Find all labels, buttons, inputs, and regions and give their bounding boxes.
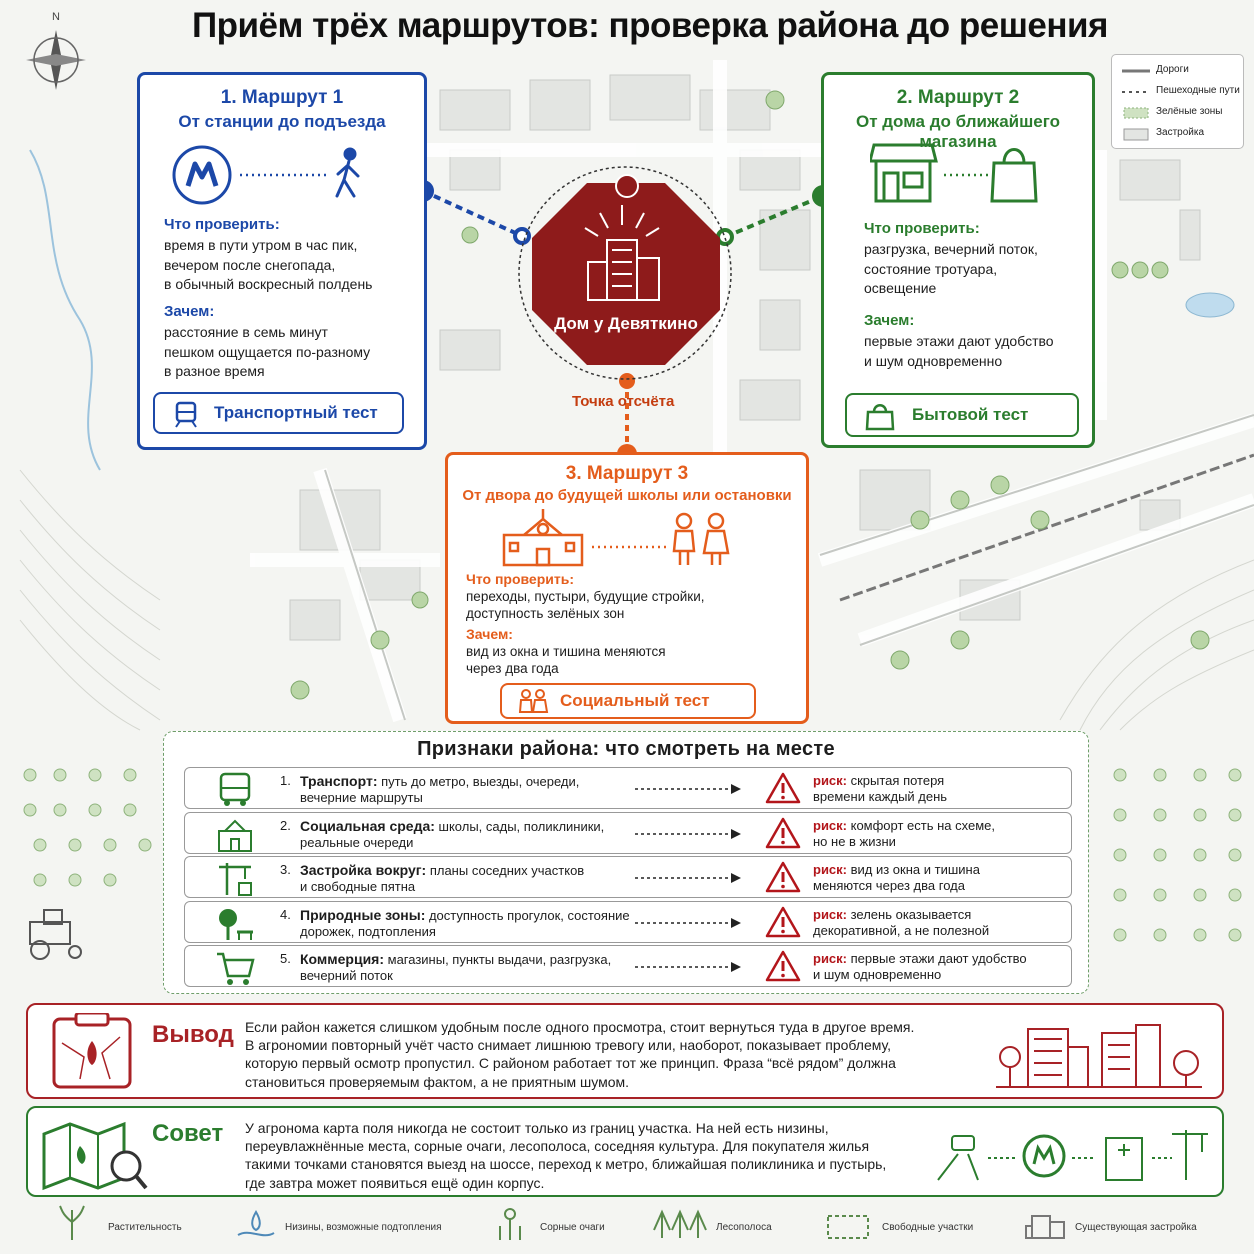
legend-weeds: Сорные очаги — [540, 1222, 605, 1233]
dashed-arrow — [635, 870, 745, 886]
route2-why-text: первые этажи дают удобство и шум одновременно — [864, 333, 1054, 369]
route3-card — [445, 452, 809, 724]
route3-subtitle: От двора до будущей школы или остановки — [462, 487, 792, 504]
children-icon — [674, 514, 728, 565]
cart-icon — [215, 948, 255, 988]
sign-description: Социальная среда: школы, сады, поликлиники, реальные очереди — [300, 817, 605, 850]
dashed-arrow — [635, 915, 745, 931]
sign-description: Застройка вокруг: планы соседних участков и свободные пятна — [300, 862, 585, 894]
sign-row — [184, 901, 1072, 943]
bag-icon — [864, 401, 896, 431]
route3-why-text: вид из окна и тишина меняются через два года — [466, 644, 666, 676]
sign-number: 5. — [280, 951, 291, 966]
legend-buildings: Застройка — [1156, 127, 1205, 138]
district-buildings-icon — [996, 1019, 1202, 1093]
route3-check-text: переходы, пустыри, будущие стройки, доступность зелёных зон — [466, 589, 705, 621]
dashed-arrow — [635, 781, 745, 797]
dashed-arrow — [635, 959, 745, 975]
route1-why-label: Зачем: — [164, 303, 215, 320]
bus-icon — [215, 770, 255, 810]
sign-row — [184, 856, 1072, 898]
advice-route-icons — [932, 1124, 1208, 1184]
route3-why-label: Зачем: — [466, 626, 513, 642]
school-icon — [215, 815, 255, 855]
conclusion-panel — [26, 1003, 1224, 1099]
sign-number: 4. — [280, 906, 291, 922]
warning-icon — [765, 949, 801, 983]
social-test-label: Социальный тест — [560, 691, 710, 710]
route3-illustration — [500, 509, 760, 569]
sign-number: 1. — [280, 773, 291, 788]
map-legend — [1111, 54, 1244, 149]
legend-forest-belt: Лесополоса — [716, 1222, 772, 1233]
shop-icon — [870, 145, 936, 201]
route2-illustration — [870, 139, 1050, 205]
legend-footpaths: Пешеходные пути — [1156, 85, 1240, 96]
route2-check-label: Что проверить: — [864, 220, 980, 237]
legend-lowlands: Низины, возможные подтопления — [285, 1222, 442, 1233]
route2-title: 2. Маршрут 2 — [896, 87, 1020, 108]
advice-panel — [26, 1106, 1224, 1197]
kids-icon — [516, 688, 550, 716]
reference-point-label: Точка отсчёта — [572, 393, 675, 410]
transport-test-label: Транспортный тест — [214, 403, 378, 422]
metro-icon — [174, 147, 230, 203]
legend-roads: Дороги — [1156, 64, 1189, 75]
sign-risk: риск: комфорт есть на схеме, но не в жизни — [813, 817, 996, 849]
tree-bench-icon — [215, 904, 255, 944]
advice-text: У агронома карта поля никогда не состоит только из границ участка. На ней есть низины, переувлажнённые места, сорные очаги, лесополоса, соседняя культура. Для покупателя жилья такими точками становятся выезд на шоссе, переход к метро, ближайшая поликлиника и пустырь, где завтра может появиться ещё один корпус. — [245, 1120, 887, 1191]
crane-icon — [215, 859, 255, 899]
route1-title: 1. Маршрут 1 — [220, 87, 344, 108]
sign-number: 3. — [280, 862, 291, 877]
sign-risk: риск: зелень оказывается декоративной, а не полезной — [813, 906, 990, 938]
page-title: Приём трёх маршрутов: проверка района до решения — [192, 6, 1108, 45]
district-signs-panel — [163, 731, 1089, 994]
route1-why-text: расстояние в семь минут пешком ощущается по-разному в разное время — [164, 324, 371, 379]
route2-check-text: разгрузка, вечерний поток, состояние тротуара, освещение — [864, 241, 1038, 296]
sign-description: Коммерция: магазины, пункты выдачи, разгрузка, вечерний поток — [300, 951, 612, 983]
warning-icon — [765, 905, 801, 939]
conclusion-text: Если район кажется слишком удобным после одного просмотра, стоит вернуться туда в другое время. В агрономии повторный учёт часто снимает лишнюю тревогу или, наоборот, показывает проблему, которую первый осмотр пропустил. С районом работает тот же принцип. Фраза “всё рядом” должна становиться проверяемым фактом, а не приятным шумом. — [245, 1019, 915, 1090]
legend-free-plots: Свободные участки — [882, 1222, 974, 1233]
clipboard-map-icon — [50, 1013, 134, 1091]
household-test-label: Бытовой тест — [912, 405, 1029, 424]
transport-test-button[interactable] — [153, 392, 404, 434]
school-building-icon — [504, 509, 582, 565]
map-magnifier-icon — [40, 1116, 150, 1192]
sign-row — [184, 945, 1072, 987]
social-test-button[interactable] — [500, 683, 756, 719]
signs-title: Признаки района: что смотреть на месте — [417, 738, 835, 760]
route3-check-label: Что проверить: — [466, 571, 575, 587]
route2-why-label: Зачем: — [864, 312, 915, 329]
route1-check-text: время в пути утром в час пик, вечером после снегопада, в обычный воскресный полдень — [164, 237, 373, 292]
route2-subtitle: От дома до ближайшего магазина — [855, 112, 1060, 151]
sign-risk: риск: вид из окна и тишина меняются через два года — [813, 862, 980, 893]
warning-icon — [765, 771, 801, 805]
legend-existing-buildings: Существующая застройка — [1075, 1222, 1197, 1233]
sign-row — [184, 812, 1072, 854]
household-test-button[interactable] — [845, 393, 1079, 437]
sign-row — [184, 767, 1072, 809]
legend-vegetation: Растительность — [108, 1222, 182, 1233]
shopping-bag-icon — [992, 150, 1036, 202]
route3-title: 3. Маршрут 3 — [565, 463, 689, 484]
compass-north-label: N — [52, 11, 60, 23]
route1-subtitle: От станции до подъезда — [178, 112, 386, 131]
train-icon — [172, 400, 200, 428]
route1-card — [137, 72, 427, 450]
route1-check-label: Что проверить: — [164, 216, 280, 233]
route2-card — [821, 72, 1095, 448]
pedestrian-icon — [337, 149, 358, 196]
sign-number: 2. — [280, 817, 291, 833]
route1-illustration — [168, 144, 408, 206]
sign-description: Транспорт: путь до метро, выезды, очереди, вечерние маршруты — [300, 773, 580, 805]
sign-risk: риск: первые этажи дают удобство и шум одновременно — [813, 951, 1027, 982]
warning-icon — [765, 816, 801, 850]
warning-icon — [765, 860, 801, 894]
conclusion-title: Вывод — [152, 1021, 234, 1048]
sign-description: Природные зоны: доступность прогулок, состояние дорожек, подтопления — [300, 906, 630, 939]
advice-title: Совет — [152, 1120, 224, 1147]
dashed-arrow — [635, 826, 745, 842]
legend-green-zones: Зелёные зоны — [1156, 106, 1223, 117]
sign-risk: риск: скрытая потеря времени каждый день — [813, 773, 948, 804]
house-name: Дом у Девяткино — [554, 314, 698, 333]
